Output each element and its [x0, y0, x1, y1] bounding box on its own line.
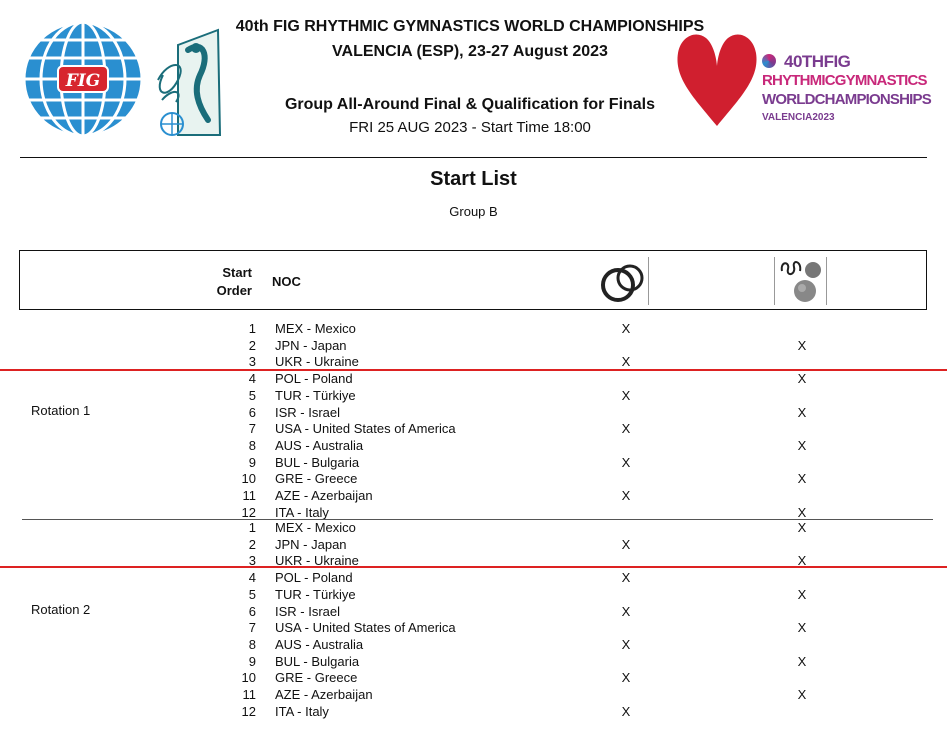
fig-logo-text: FIG [65, 71, 101, 91]
apparatus-divider-1 [648, 257, 649, 305]
page-break-line-1 [0, 369, 947, 371]
apparatus-1-mark: X [621, 536, 631, 552]
hoops-icon [600, 261, 648, 305]
table-row [0, 437, 947, 454]
apparatus-1-mark: X [621, 387, 631, 403]
table-row [0, 603, 947, 620]
apparatus-2-mark: X [797, 586, 807, 602]
apparatus-1-mark: X [621, 488, 631, 503]
apparatus-1-mark: X [621, 570, 631, 586]
start-order-cell: 4 [248, 371, 256, 387]
start-order-cell: 11 [242, 488, 256, 503]
column-header-noc: NOC [272, 274, 301, 289]
noc-cell: UKR - Ukraine [275, 553, 359, 569]
noc-cell: GRE - Greece [275, 471, 358, 487]
apparatus-2-mark: X [797, 371, 807, 387]
apparatus-1-mark: X [621, 354, 631, 370]
apparatus-2-mark: X [797, 504, 807, 520]
table-row [0, 619, 947, 636]
apparatus-2-mark: X [797, 520, 807, 535]
event-logo-line2: RHYTHMICGYMNASTICS [762, 72, 927, 89]
start-order-cell: 9 [248, 653, 256, 669]
noc-cell: BUL - Bulgaria [275, 653, 360, 669]
start-order-cell: 12 [241, 703, 256, 719]
noc-cell: UKR - Ukraine [275, 354, 359, 370]
apparatus-2-mark: X [797, 437, 807, 453]
noc-cell: AZE - Azerbaijan [275, 488, 373, 503]
apparatus-2-mark: X [797, 687, 807, 702]
noc-cell: JPN - Japan [275, 337, 347, 353]
start-order-cell: 10 [241, 471, 256, 487]
start-order-cell: 8 [248, 437, 256, 453]
start-order-cell: 1 [248, 520, 256, 535]
table-row [0, 653, 947, 670]
start-order-cell: 6 [248, 404, 256, 420]
apparatus-2-mark: X [797, 553, 807, 569]
table-row [0, 370, 947, 387]
start-order-cell: 5 [248, 387, 256, 403]
event-logo [762, 52, 942, 132]
column-header-start-order-l1: Start [222, 265, 252, 280]
apparatus-1-mark: X [621, 321, 631, 336]
page-break-line-2 [0, 566, 947, 568]
table-row [0, 686, 947, 703]
header-divider [20, 157, 927, 158]
apparatus-2-mark: X [797, 653, 807, 669]
noc-cell: BUL - Bulgaria [275, 454, 360, 470]
event-logo-line1: 40THFIG [784, 52, 851, 71]
column-header-start-order-l2: Order [216, 283, 252, 298]
apparatus-2-mark: X [797, 337, 807, 353]
apparatus-1-mark: X [621, 454, 631, 470]
start-order-cell: 7 [248, 620, 256, 636]
start-order-cell: 8 [248, 636, 256, 652]
table-row [0, 536, 947, 553]
apparatus-1-mark: X [621, 421, 631, 437]
start-order-cell: 1 [248, 321, 256, 336]
start-order-cell: 10 [241, 670, 256, 686]
noc-cell: AZE - Azerbaijan [275, 687, 373, 702]
noc-cell: JPN - Japan [275, 536, 347, 552]
noc-cell: USA - United States of America [275, 620, 456, 636]
start-order-cell: 3 [248, 354, 256, 370]
championship-title: 40th FIG RHYTHMIC GYMNASTICS WORLD CHAMPIONSHIPS [235, 18, 705, 35]
ribbons-balls-icon [776, 259, 826, 305]
noc-cell: MEX - Mexico [275, 321, 356, 336]
noc-cell: MEX - Mexico [275, 520, 356, 535]
competition-name: Group All-Around Final & Qualification for Finals [284, 96, 656, 113]
noc-cell: TUR - Türkiye [275, 387, 356, 403]
table-row [0, 353, 947, 370]
start-order-cell: 12 [241, 504, 256, 520]
table-row [0, 470, 947, 487]
table-row [0, 487, 947, 504]
noc-cell: POL - Poland [275, 371, 353, 387]
noc-cell: ITA - Italy [275, 504, 329, 520]
apparatus-2-mark: X [797, 471, 807, 487]
start-order-cell: 2 [248, 536, 256, 552]
table-row [0, 337, 947, 354]
start-order-cell: 3 [248, 553, 256, 569]
start-order-cell: 6 [248, 603, 256, 619]
noc-cell: POL - Poland [275, 570, 353, 586]
rotation-1-label: Rotation 1 [31, 403, 91, 418]
page-title: Start List [430, 168, 517, 190]
session-time: FRI 25 AUG 2023 - Start Time 18:00 [349, 119, 591, 136]
apparatus-1-mark: X [621, 636, 631, 652]
noc-cell: USA - United States of America [275, 421, 456, 437]
table-row [0, 454, 947, 471]
apparatus-2-mark: X [797, 620, 807, 636]
venue-dates: VALENCIA (ESP), 23-27 August 2023 [332, 43, 608, 60]
rotation-2-label: Rotation 2 [31, 602, 91, 617]
table-row [0, 669, 947, 686]
table-row [0, 636, 947, 653]
noc-cell: AUS - Australia [275, 437, 364, 453]
start-order-cell: 9 [248, 454, 256, 470]
table-row [0, 703, 947, 720]
table-row [0, 420, 947, 437]
column-header-start-order [200, 264, 252, 300]
table-row [0, 519, 947, 536]
start-order-cell: 2 [248, 337, 256, 353]
table-row [0, 387, 947, 404]
table-row [0, 586, 947, 603]
start-order-cell: 5 [248, 586, 256, 602]
apparatus-1-mark: X [621, 603, 631, 619]
noc-cell: TUR - Türkiye [275, 586, 356, 602]
start-order-cell: 4 [248, 570, 256, 586]
apparatus-2-mark: X [797, 404, 807, 420]
start-order-cell: 7 [248, 421, 256, 437]
noc-cell: AUS - Australia [275, 636, 364, 652]
event-logo-line3: WORLDCHAMPIONSHIPS [762, 91, 931, 108]
table-row [0, 569, 947, 586]
table-header [19, 250, 927, 310]
noc-cell: ISR - Israel [275, 603, 341, 619]
rotation-separator [22, 519, 933, 520]
table-row [0, 320, 947, 337]
start-order-cell: 11 [242, 687, 256, 702]
fig-logo [22, 20, 144, 138]
noc-cell: ITA - Italy [275, 703, 329, 719]
noc-cell: ISR - Israel [275, 404, 341, 420]
event-logo-line4: VALENCIA2023 [762, 112, 835, 123]
apparatus-1-mark: X [621, 703, 631, 719]
noc-cell: GRE - Greece [275, 670, 358, 686]
apparatus-divider-2-left [774, 257, 775, 305]
apparatus-1-mark: X [621, 670, 631, 686]
group-label: Group B [449, 204, 498, 219]
table-row [0, 404, 947, 421]
apparatus-divider-2-right [826, 257, 827, 305]
